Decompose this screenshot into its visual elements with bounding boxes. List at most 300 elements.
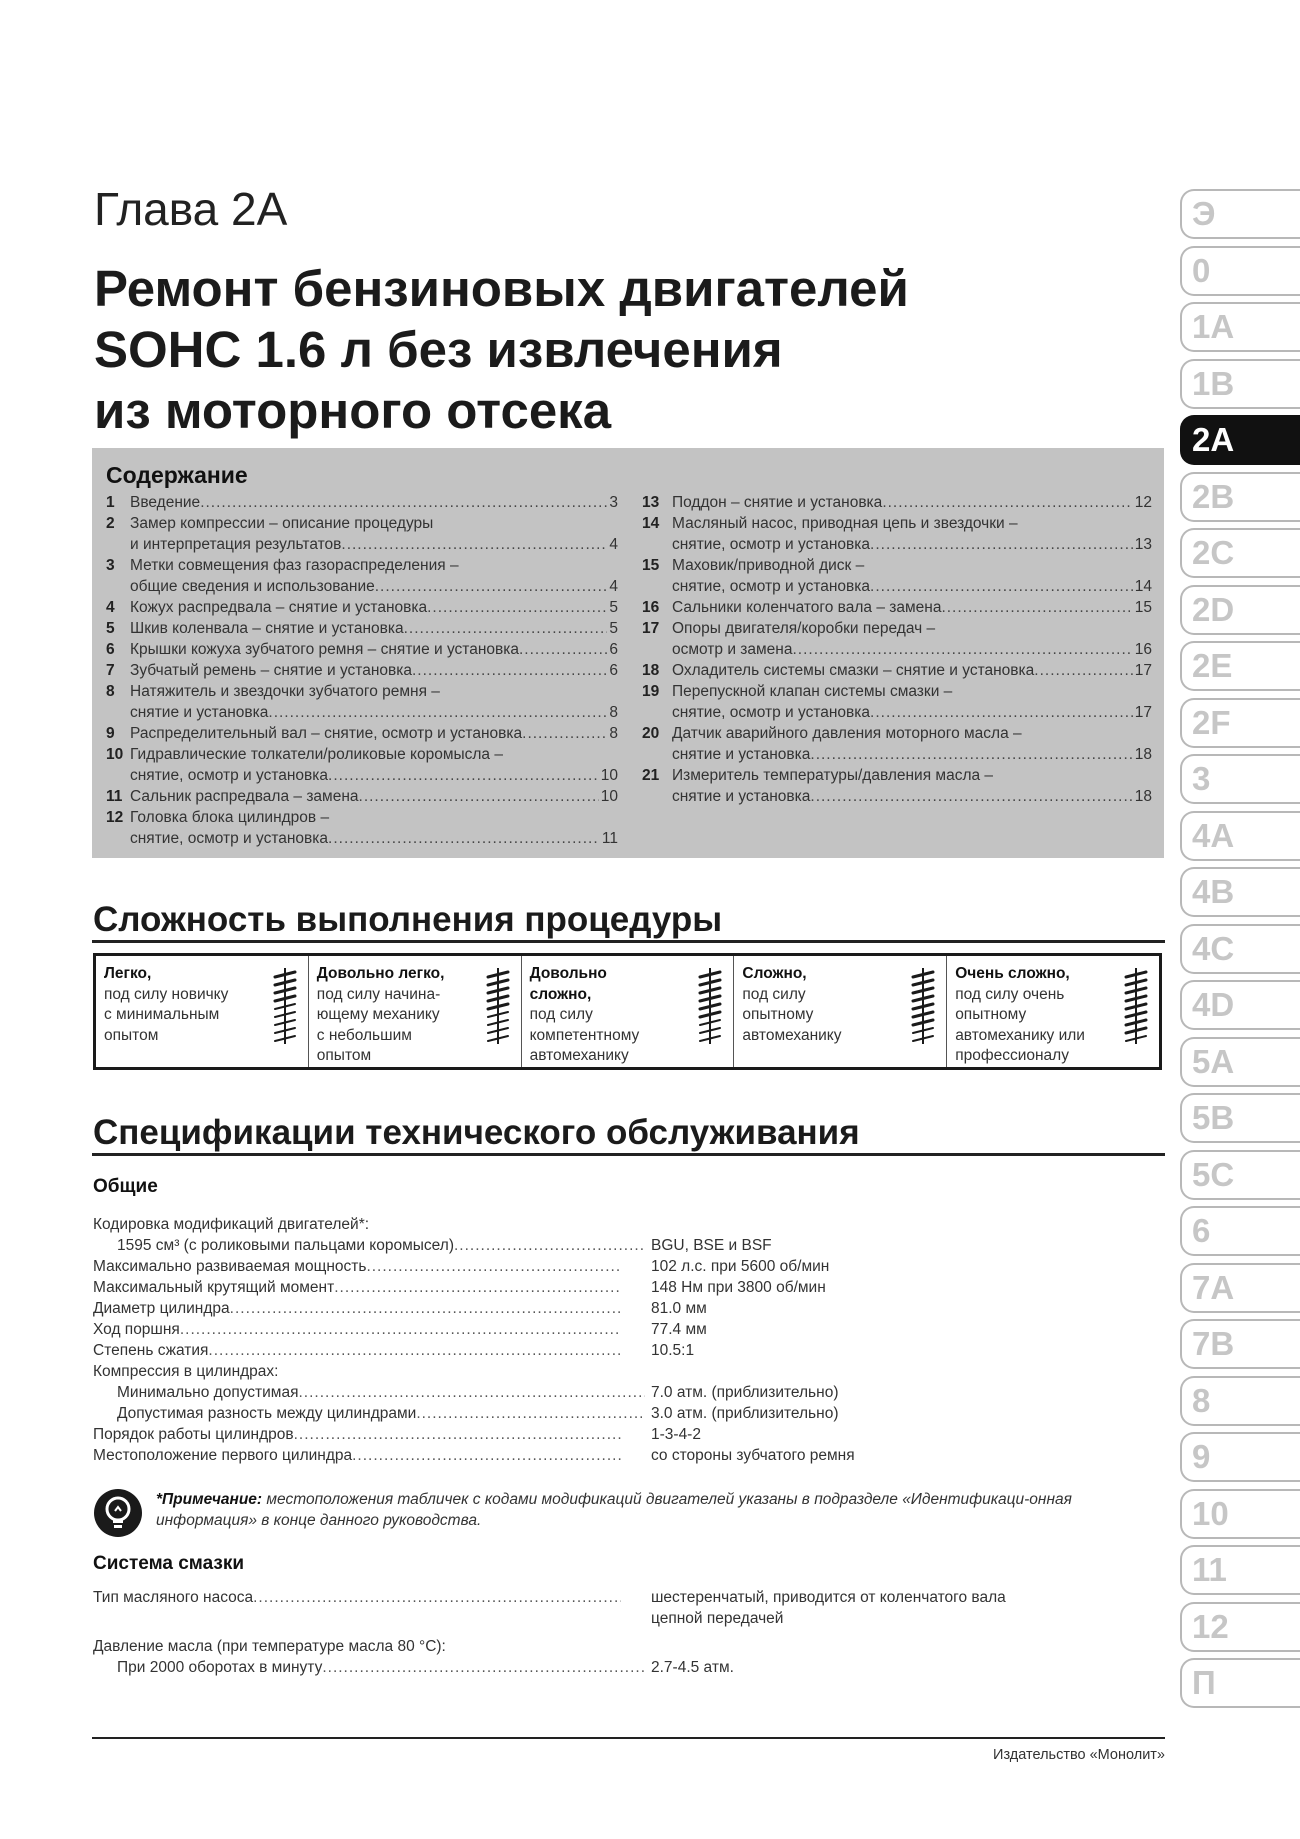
toc-page-number: 5 (609, 599, 618, 616)
toc-title (130, 513, 618, 534)
toc-page-number: 6 (609, 641, 618, 658)
toc-text-label: Сальник распредвала – замена (130, 788, 359, 805)
spec-row (93, 1235, 953, 1256)
spec-row (93, 1340, 953, 1361)
toc-text-label: снятие, осмотр и установка (130, 767, 329, 784)
toc-number: 10 (106, 746, 124, 763)
specs-heading: Спецификации технического обслуживания (93, 1113, 860, 1152)
toc-leader-dots (792, 639, 1132, 660)
spec-row (93, 1403, 953, 1424)
chapter-tab-10[interactable]: 10 (1180, 1489, 1300, 1539)
difficulty-level-2 (309, 956, 522, 1067)
toc-title (130, 765, 618, 786)
spec-label-text: Компрессия в цилиндрах: (93, 1363, 279, 1380)
toc-entry[interactable] (642, 597, 1152, 618)
contents-heading: Содержание (106, 462, 248, 488)
toc-text-label: снятие и установка (672, 746, 811, 763)
toc-title (672, 492, 1152, 513)
toc-title (130, 639, 618, 660)
toc-number: 17 (642, 620, 660, 637)
spec-value: BGU, BSE и BSF (651, 1237, 772, 1254)
toc-number: 15 (642, 557, 660, 574)
spec-row (93, 1277, 953, 1298)
toc-leader-dots (522, 723, 607, 744)
difficulty-level-3 (522, 956, 735, 1067)
toc-leader-dots (359, 786, 599, 807)
spec-label-text: Местоположение первого цилиндра (93, 1447, 353, 1464)
spec-value: 7.0 атм. (приблизительно) (651, 1384, 839, 1401)
note-text: *Примечание: местоположения табличек с кодами модификаций двигателей указаны в подразделе «Идентификаци-онная информация» в конце данного руководства. (156, 1491, 1072, 1529)
toc-leader-dots (341, 534, 607, 555)
spec-label-text: Порядок работы цилиндров (93, 1426, 294, 1443)
difficulty-description: опытом (104, 1026, 159, 1044)
toc-entry[interactable] (106, 744, 618, 765)
difficulty-description: автомеханику или (955, 1026, 1085, 1044)
spec-leader-dots (230, 1298, 621, 1319)
toc-leader-dots (404, 618, 608, 639)
difficulty-level-label: Довольно (529, 965, 607, 982)
toc-leader-dots (810, 744, 1132, 765)
toc-text-label: снятие и установка (130, 704, 269, 721)
difficulty-description: с минимальным (104, 1006, 220, 1023)
spec-row: Тип масляного насоса ..... шестеренчатый, приводится от коленчатого вала (93, 1587, 953, 1608)
toc-entry[interactable] (106, 660, 618, 681)
toc-page-number: 16 (1134, 641, 1152, 658)
chapter-tab-5a[interactable]: 5A (1180, 1037, 1300, 1087)
difficulty-description: под силу (529, 1006, 593, 1023)
toc-title (672, 639, 1152, 660)
toc-entry[interactable] (642, 555, 1152, 576)
toc-text-label: Масляный насос, приводная цепь и звездочки – (672, 515, 1018, 532)
spec-row: При 2000 оборотах в минуту ..... 2.7-4.5 атм. (93, 1657, 953, 1678)
toc-entry[interactable] (642, 576, 1152, 597)
toc-page-number: 8 (609, 704, 618, 721)
toc-entry[interactable] (642, 534, 1152, 555)
difficulty-description: опытом (316, 1047, 372, 1064)
toc-number: 21 (642, 767, 660, 784)
toc-text-label: Замер компрессии – описание процедуры (130, 515, 434, 532)
chapter-tab-5c[interactable]: 5C (1180, 1150, 1300, 1200)
toc-text-label: Зубчатый ремень – снятие и установка (130, 662, 412, 679)
toc-number: 9 (106, 725, 115, 742)
toc-entry[interactable] (642, 786, 1152, 807)
toc-page-number: 13 (1134, 536, 1152, 553)
footer-rule (92, 1737, 1165, 1739)
spec-label (93, 1319, 621, 1340)
spec-label-text: Ход поршня (93, 1321, 180, 1338)
toc-text-label: Распределительный вал – снятие, осмотр и установка (130, 725, 523, 742)
spec-label (93, 1382, 645, 1403)
toc-entry[interactable] (642, 765, 1152, 786)
toc-number: 11 (106, 788, 123, 805)
toc-number: 5 (106, 620, 115, 637)
toc-text-label: снятие, осмотр и установка (672, 536, 871, 553)
toc-text-label: снятие, осмотр и установка (672, 578, 871, 595)
toc-entry[interactable] (106, 597, 618, 618)
toc-text-label: Поддон – снятие и установка (672, 494, 883, 511)
chapter-tab-6[interactable]: 6 (1180, 1206, 1300, 1256)
spec-label-text: 1595 см³ (с роликовыми пальцами коромысел) (117, 1237, 454, 1254)
toc-title (130, 702, 618, 723)
toc-entry[interactable] (106, 639, 618, 660)
toc-text-label: Метки совмещения фаз газораспределения – (130, 557, 459, 574)
spec-leader-dots (366, 1256, 621, 1277)
difficulty-description: опытному (955, 1006, 1027, 1023)
spec-row (93, 1214, 953, 1235)
chapter-tab-4a[interactable]: 4A (1180, 811, 1300, 861)
toc-entry[interactable] (106, 492, 618, 513)
spec-row: Давление масла (при температуре масла 80 °С): (93, 1638, 446, 1655)
spec-leader-dots (208, 1340, 621, 1361)
toc-entry[interactable] (106, 534, 618, 555)
spec-leader-dots (294, 1424, 621, 1445)
toc-leader-dots (941, 597, 1132, 618)
chapter-tab-7a[interactable]: 7A (1180, 1263, 1300, 1313)
toc-number: 12 (106, 809, 124, 826)
toc-entry[interactable] (642, 702, 1152, 723)
toc-text-label: и интерпретация результатов (130, 536, 342, 553)
toc-text-label: Охладитель системы смазки – снятие и установка (672, 662, 1035, 679)
toc-page-number: 5 (609, 620, 618, 637)
toc-title (130, 618, 618, 639)
toc-leader-dots (328, 765, 599, 786)
chapter-tab-8[interactable]: 8 (1180, 1376, 1300, 1426)
difficulty-rule (92, 940, 1165, 943)
title-line: из моторного отсека (94, 382, 612, 439)
toc-text-label: Гидравлические толкатели/роликовые коромысла – (130, 746, 503, 763)
contents-right-column (642, 492, 1152, 807)
toc-entry[interactable] (642, 618, 1152, 639)
toc-text-label: Крышки кожуха зубчатого ремня – снятие и установка (130, 641, 519, 658)
toc-leader-dots (870, 702, 1133, 723)
toc-entry[interactable] (106, 513, 618, 534)
chapter-tab-2f[interactable]: 2F (1180, 698, 1300, 748)
spec-row (93, 1298, 953, 1319)
toc-text-label: осмотр и замена (672, 641, 793, 658)
spec-label-text: Максимальный крутящий момент (93, 1279, 335, 1296)
spec-row (93, 1424, 953, 1445)
spec-label (93, 1424, 621, 1445)
spec-label (93, 1235, 645, 1256)
toc-number: 7 (106, 662, 115, 679)
toc-leader-dots (375, 576, 608, 597)
spec-leader-dots (416, 1403, 645, 1424)
difficulty-description: компетентному (529, 1026, 640, 1044)
toc-title (130, 723, 618, 744)
toc-text-label: Шкив коленвала – снятие и установка (130, 620, 404, 637)
spec-label-text: Максимально развиваемая мощность (93, 1258, 367, 1275)
toc-entry[interactable] (106, 765, 618, 786)
spec-label (93, 1298, 621, 1319)
chapter-tab-4b[interactable]: 4B (1180, 867, 1300, 917)
toc-entry[interactable] (106, 576, 618, 597)
chapter-tab-2e[interactable]: 2E (1180, 641, 1300, 691)
specs-lube-heading: Система смазки (93, 1553, 245, 1574)
toc-page-number: 14 (1134, 578, 1152, 595)
toc-entry[interactable] (106, 723, 618, 744)
spanner-rating-icon (272, 966, 298, 1046)
title-line: SOHC 1.6 л без извлечения (94, 321, 783, 378)
toc-leader-dots (268, 702, 607, 723)
spec-label (93, 1445, 621, 1466)
toc-text-label: снятие, осмотр и установка (672, 704, 871, 721)
toc-text-label: снятие и установка (672, 788, 811, 805)
toc-title (130, 786, 618, 807)
toc-leader-dots (870, 576, 1133, 597)
spec-row (93, 1319, 953, 1340)
toc-title (130, 828, 618, 849)
toc-number: 16 (642, 599, 660, 616)
toc-page-number: 12 (1134, 494, 1152, 511)
toc-title (672, 744, 1152, 765)
chapter-tab-4d[interactable]: 4D (1180, 980, 1300, 1030)
spec-value: 1-3-4-2 (651, 1426, 701, 1443)
toc-entry[interactable] (642, 723, 1152, 744)
publisher-footer: Издательство «Монолит» (993, 1747, 1165, 1763)
difficulty-description: профессионалу (955, 1047, 1069, 1064)
toc-text-label: Измеритель температуры/давления масла – (672, 767, 994, 784)
toc-page-number: 15 (1134, 599, 1152, 616)
toc-text-label: Кожух распредвала – снятие и установка (130, 599, 428, 616)
toc-entry[interactable] (106, 828, 618, 849)
chapter-tab-2b[interactable]: 2B (1180, 472, 1300, 522)
toc-number: 3 (106, 557, 115, 574)
toc-page-number: 18 (1134, 788, 1152, 805)
toc-entry[interactable] (642, 681, 1152, 702)
toc-leader-dots (519, 639, 607, 660)
toc-entry[interactable] (642, 639, 1152, 660)
toc-number: 19 (642, 683, 660, 700)
chapter-tab-11[interactable]: 11 (1180, 1545, 1300, 1595)
toc-text-label: Сальники коленчатого вала – замена (672, 599, 942, 616)
toc-title (130, 597, 618, 618)
difficulty-level-4 (734, 956, 947, 1067)
toc-number: 4 (106, 599, 115, 616)
spec-leader-dots (454, 1235, 645, 1256)
toc-title (672, 513, 1152, 534)
toc-text-label: общие сведения и использование (130, 578, 375, 595)
spec-row (93, 1256, 953, 1277)
difficulty-level-label: Довольно легко, (316, 965, 445, 982)
toc-leader-dots (882, 492, 1132, 513)
spec-value: со стороны зубчатого ремня (651, 1447, 855, 1464)
spec-leader-dots (180, 1319, 621, 1340)
difficulty-description: автомеханику (742, 1026, 842, 1044)
difficulty-level-5 (947, 956, 1159, 1067)
difficulty-description: с небольшим (316, 1026, 412, 1044)
toc-text-label: Головка блока цилиндров – (130, 809, 330, 826)
difficulty-description: ющему механику (316, 1006, 440, 1023)
spec-row (93, 1382, 953, 1403)
difficulty-description: под силу очень (955, 985, 1065, 1003)
spec-label-text: Минимально допустимая (117, 1384, 299, 1401)
spanner-rating-icon (1123, 966, 1149, 1046)
toc-text-label: Перепускной клапан системы смазки – (672, 683, 953, 700)
chapter-tab-2d[interactable]: 2D (1180, 585, 1300, 635)
toc-leader-dots (810, 786, 1132, 807)
chapter-tab-э[interactable]: Э (1180, 189, 1300, 239)
specs-rule (92, 1153, 1165, 1156)
toc-entry[interactable] (106, 807, 618, 828)
spec-leader-dots (352, 1445, 621, 1466)
difficulty-description: опытному (742, 1006, 814, 1023)
spec-label (93, 1214, 621, 1235)
difficulty-level-1 (96, 956, 309, 1067)
toc-title (672, 597, 1152, 618)
toc-title (672, 576, 1152, 597)
toc-number: 6 (106, 641, 115, 658)
toc-entry[interactable] (642, 744, 1152, 765)
toc-page-number: 4 (609, 536, 618, 553)
toc-title (672, 681, 1152, 702)
toc-text-label: Натяжитель и звездочки зубчатого ремня – (130, 683, 440, 700)
spec-row (93, 1445, 953, 1466)
toc-number: 1 (106, 494, 115, 511)
toc-leader-dots (412, 660, 607, 681)
spec-label (93, 1340, 621, 1361)
toc-page-number: 18 (1134, 746, 1152, 763)
chapter-tab-0[interactable]: 0 (1180, 246, 1300, 296)
toc-page-number: 4 (609, 578, 618, 595)
difficulty-description: под силу начина- (316, 985, 441, 1003)
note-bulb-icon (92, 1487, 144, 1539)
toc-number: 8 (106, 683, 115, 700)
toc-title (672, 555, 1152, 576)
toc-entry[interactable] (106, 618, 618, 639)
spanner-rating-icon (697, 966, 723, 1046)
toc-page-number: 17 (1134, 662, 1152, 679)
toc-entry[interactable] (106, 702, 618, 723)
toc-text-label: снятие, осмотр и установка (130, 830, 329, 847)
toc-entry[interactable] (642, 660, 1152, 681)
spec-label (93, 1256, 621, 1277)
toc-title (130, 555, 618, 576)
spec-row-continued: цепной передачей (651, 1610, 784, 1627)
spec-row (93, 1361, 953, 1382)
chapter-tab-3[interactable]: 3 (1180, 754, 1300, 804)
toc-entry[interactable] (106, 786, 618, 807)
toc-number: 13 (642, 494, 660, 511)
difficulty-level-label: Очень сложно, (955, 965, 1070, 982)
toc-text-label: Введение (130, 494, 201, 511)
chapter-tabs (1180, 189, 1300, 1715)
toc-number: 14 (642, 515, 660, 532)
toc-title (130, 744, 618, 765)
toc-title (130, 807, 618, 828)
difficulty-heading: Сложность выполнения процедуры (93, 900, 723, 939)
toc-page-number: 6 (609, 662, 618, 679)
difficulty-level-label: Сложно, (742, 965, 807, 982)
chapter-tab-1a[interactable]: 1A (1180, 302, 1300, 352)
toc-title (672, 786, 1152, 807)
spec-label (93, 1361, 621, 1382)
toc-title (672, 618, 1152, 639)
toc-page-number: 8 (609, 725, 618, 742)
chapter-tab-п[interactable]: П (1180, 1658, 1300, 1708)
spanner-rating-icon (910, 966, 936, 1046)
difficulty-level-label: Легко, (104, 965, 152, 982)
spec-label-text: Кодировка модификаций двигателей*: (93, 1216, 370, 1233)
difficulty-scale (93, 953, 1162, 1070)
toc-entry[interactable] (106, 555, 618, 576)
toc-title (130, 660, 618, 681)
chapter-tab-5b[interactable]: 5B (1180, 1093, 1300, 1143)
toc-entry[interactable] (106, 681, 618, 702)
toc-title (130, 534, 618, 555)
chapter-tab-2c[interactable]: 2C (1180, 528, 1300, 578)
toc-title (672, 702, 1152, 723)
toc-leader-dots (200, 492, 607, 513)
difficulty-level-label: сложно, (529, 985, 592, 1003)
toc-title (672, 723, 1152, 744)
toc-page-number: 10 (600, 767, 618, 784)
toc-entry[interactable] (642, 492, 1152, 513)
spanner-rating-icon (485, 966, 511, 1046)
spec-label-text: Допустимая разность между цилиндрами (117, 1405, 417, 1422)
toc-page-number: 17 (1134, 704, 1152, 721)
toc-leader-dots (427, 597, 607, 618)
chapter-tab-7b[interactable]: 7B (1180, 1319, 1300, 1369)
spec-leader-dots (334, 1277, 621, 1298)
toc-title (672, 660, 1152, 681)
toc-text-label: Датчик аварийного давления моторного масла – (672, 725, 1022, 742)
chapter-title (94, 258, 1134, 441)
difficulty-description: автомеханику (529, 1047, 629, 1064)
spec-label (93, 1403, 645, 1424)
chapter-tab-2a[interactable]: 2A (1180, 415, 1300, 465)
chapter-tab-12[interactable]: 12 (1180, 1602, 1300, 1652)
toc-number: 20 (642, 725, 660, 742)
toc-number: 2 (106, 515, 115, 532)
chapter-label: Глава 2A (94, 183, 288, 235)
contents-box (92, 448, 1164, 858)
spec-value: 81.0 мм (651, 1300, 707, 1317)
spec-label-text: Степень сжатия (93, 1342, 209, 1359)
title-line: Ремонт бензиновых двигателей (94, 260, 909, 317)
difficulty-description: под силу новичку (104, 985, 229, 1003)
spec-value: 10.5:1 (651, 1342, 695, 1359)
spec-label (93, 1277, 621, 1298)
spec-label-text: Диаметр цилиндра (93, 1300, 230, 1317)
toc-number: 18 (642, 662, 660, 679)
chapter-tab-1b[interactable]: 1B (1180, 359, 1300, 409)
chapter-tab-9[interactable]: 9 (1180, 1432, 1300, 1482)
specs-general-heading: Общие (93, 1176, 158, 1197)
spec-value: 102 л.с. при 5600 об/мин (651, 1258, 830, 1275)
toc-title (130, 576, 618, 597)
difficulty-description: под силу (742, 985, 806, 1003)
toc-page-number: 3 (609, 494, 618, 511)
toc-text-label: Маховик/приводной диск – (672, 557, 865, 574)
spec-leader-dots (298, 1382, 645, 1403)
toc-entry[interactable] (642, 513, 1152, 534)
toc-title (672, 765, 1152, 786)
toc-leader-dots (1034, 660, 1132, 681)
toc-leader-dots (870, 534, 1133, 555)
toc-title (130, 492, 618, 513)
toc-title (130, 681, 618, 702)
spec-value: 148 Нм при 3800 об/мин (651, 1279, 826, 1296)
toc-page-number: 11 (601, 830, 618, 847)
toc-text-label: Опоры двигателя/коробки передач – (672, 620, 936, 637)
chapter-tab-4c[interactable]: 4C (1180, 924, 1300, 974)
spec-value: 3.0 атм. (приблизительно) (651, 1405, 839, 1422)
toc-page-number: 10 (600, 788, 618, 805)
contents-left-column (106, 492, 618, 849)
toc-leader-dots (328, 828, 600, 849)
spec-value: 77.4 мм (651, 1321, 707, 1338)
toc-title (672, 534, 1152, 555)
